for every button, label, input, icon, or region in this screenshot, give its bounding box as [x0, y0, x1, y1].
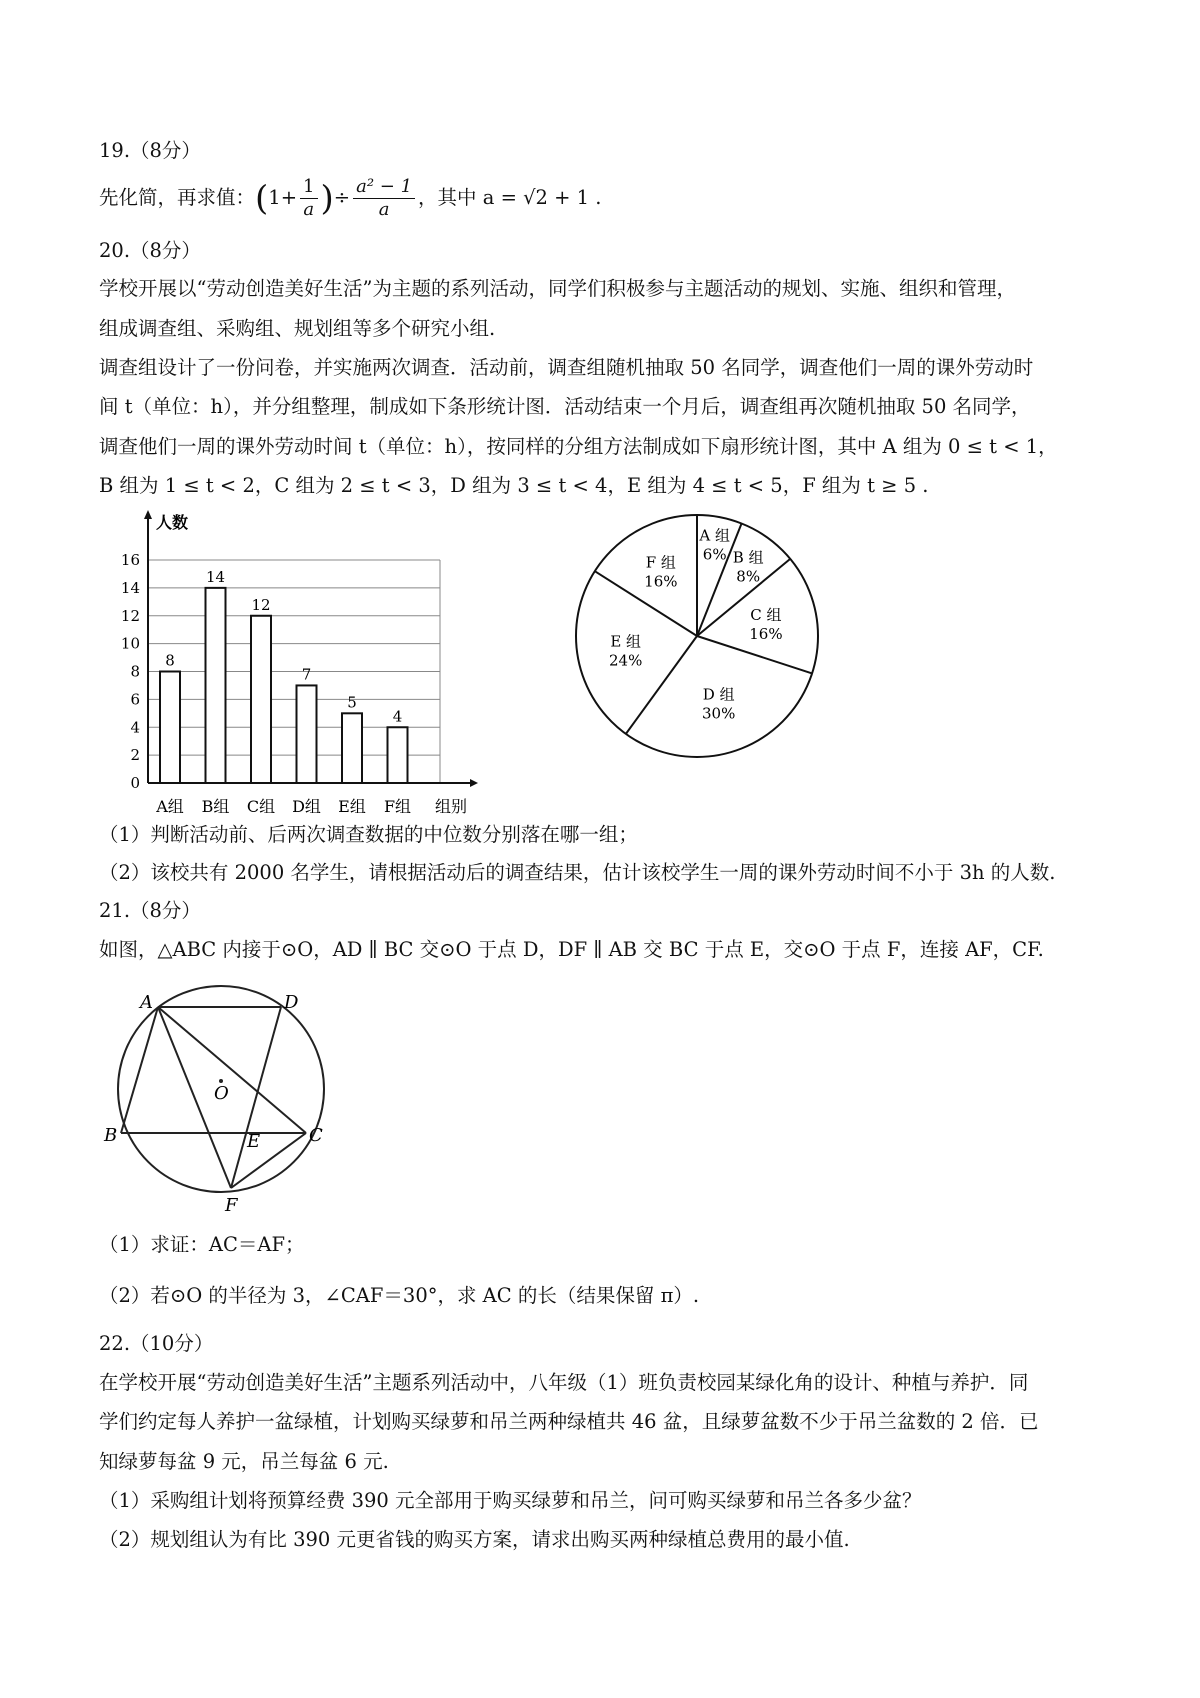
bar-value-label: 7	[301, 665, 312, 684]
pie-slice-percent: 30%	[702, 704, 736, 723]
q22-line-1: 在学校开展“劳动创造美好生活”主题系列活动中，八年级（1）班负责校园某绿化角的设计、种植与养护．同	[99, 1371, 1029, 1394]
q21-sub-2: （2）若⊙O 的半径为 3，∠CAF＝30°，求 AC 的长（结果保留 π）.	[99, 1284, 700, 1307]
pie-slice-label: E 组	[610, 632, 642, 651]
q20-line-1: 学校开展以“劳动创造美好生活”为主题的系列活动，同学们积极参与主题活动的规划、实施、组织和管理，	[99, 277, 1016, 300]
q22-line-3: 知绿萝每盆 9 元，吊兰每盆 6 元.	[99, 1450, 389, 1473]
y-tick-label: 14	[120, 578, 140, 597]
q19-one: 1	[268, 186, 281, 209]
pie-slice-percent: 16%	[749, 624, 783, 643]
bar-5	[388, 727, 408, 783]
q19-lead: 先化简，再求值：	[99, 186, 256, 209]
y-tick-label: 16	[120, 551, 140, 569]
q19-expression	[99, 170, 601, 226]
bar-value-label: 12	[251, 595, 271, 614]
bar-4	[342, 713, 362, 783]
q19-title: 19.（8分）	[99, 139, 201, 162]
x-axis-arrow	[470, 779, 478, 787]
q20-line-3: 调查组设计了一份问卷，并实施两次调查．活动前，调查组随机抽取 50 名同学，调查他们一周的课外劳动时	[99, 356, 1034, 379]
x-tick-label: F组	[383, 797, 412, 816]
q22-sub-1: （1）采购组计划将预算经费 390 元全部用于购买绿萝和吊兰，问可购买绿萝和吊兰各多少盆？	[99, 1489, 922, 1512]
label-b: B	[104, 1125, 118, 1146]
geometry-figure	[100, 975, 340, 1215]
fraction-2-numerator: a² − 1	[353, 176, 415, 199]
bar-value-label: 4	[392, 707, 403, 726]
pie-slice-label: A 组	[699, 526, 730, 545]
bar-value-label: 8	[165, 651, 175, 670]
label-d: D	[284, 992, 299, 1013]
pie-slice-percent: 24%	[609, 651, 643, 670]
x-tick-label: B组	[201, 797, 230, 816]
fraction-2	[353, 176, 415, 221]
label-a: A	[140, 992, 153, 1013]
fraction-1-over-a	[300, 176, 317, 221]
fraction-1-numerator: 1	[300, 176, 317, 199]
label-o: O	[214, 1083, 229, 1104]
q21-title: 21.（8分）	[99, 899, 201, 922]
y-axis-label: 人数	[156, 513, 189, 532]
y-tick-label: 4	[130, 718, 140, 737]
pie-slice-label: F 组	[645, 553, 676, 572]
q19-divide: ÷	[333, 186, 351, 209]
bar-value-label: 14	[205, 567, 226, 586]
segment-df	[231, 1007, 281, 1188]
q20-line-6: B 组为 1 ≤ t < 2，C 组为 2 ≤ t < 3，D 组为 3 ≤ t < 4，E 组为 4 ≤ t < 5，F 组为 t ≥ 5 .	[99, 474, 929, 497]
q20-line-4: 间 t（单位：h），并分组整理，制成如下条形统计图．活动结束一个月后，调查组再次随机抽取 50 名同学，	[99, 395, 1031, 418]
q19-plus: +	[280, 186, 298, 209]
label-c: C	[309, 1125, 323, 1146]
q22-line-2: 学们约定每人养护一盆绿植，计划购买绿萝和吊兰两种绿植共 46 盆，且绿萝盆数不少于吊兰盆数的 2 倍．已	[99, 1410, 1039, 1433]
pie-slice-percent: 16%	[644, 572, 678, 591]
y-tick-label: 8	[130, 662, 140, 681]
bar-value-label: 5	[347, 693, 357, 712]
q20-sub-2: （2）该校共有 2000 名学生，请根据活动后的调查结果，估计该校学生一周的课外劳动时间不小于 3h 的人数.	[99, 861, 1056, 884]
fraction-1-denominator: a	[303, 199, 315, 220]
label-e: E	[247, 1131, 261, 1152]
fraction-2-denominator: a	[378, 199, 390, 220]
pie-slice-label: D 组	[702, 685, 735, 704]
x-tick-label: E组	[338, 797, 366, 816]
y-tick-label: 6	[130, 690, 140, 709]
segment-ac	[158, 1007, 306, 1133]
q19-tail: ，其中 a = √2 + 1 .	[418, 186, 602, 209]
x-tick-label: D组	[292, 797, 321, 816]
bar-2	[251, 616, 271, 783]
q20-line-5: 调查他们一周的课外劳动时间 t（单位：h），按同样的分组方法制成如下扇形统计图，其中 A 组为 0 ≤ t < 1，	[99, 435, 1058, 458]
x-tick-label: A组	[156, 797, 184, 816]
q22-sub-2: （2）规划组认为有比 390 元更省钱的购买方案，请求出购买两种绿植总费用的最小值.	[99, 1528, 850, 1551]
pie-slice-percent: 6%	[702, 545, 727, 564]
y-axis-arrow	[144, 510, 152, 519]
label-f: F	[225, 1195, 238, 1215]
y-tick-label: 2	[130, 746, 140, 765]
bar-1	[206, 588, 226, 783]
y-tick-label: 10	[120, 634, 140, 653]
pie-slice-label: B 组	[732, 548, 764, 567]
bar-0	[160, 672, 180, 784]
q20-title: 20.（8分）	[99, 239, 201, 262]
pie-chart	[560, 500, 830, 770]
pie-slice-label: C 组	[750, 605, 782, 624]
y-tick-label: 12	[120, 606, 140, 625]
pie-slice-percent: 8%	[736, 567, 761, 586]
q21-line-1: 如图，△ABC 内接于⊙O，AD ∥ BC 交⊙O 于点 D，DF ∥ AB 交 BC 于点 E，交⊙O 于点 F，连接 AF，CF.	[99, 938, 1044, 961]
bar-chart	[110, 510, 480, 820]
q20-line-2: 组成调查组、采购组、规划组等多个研究小组.	[99, 317, 496, 340]
q21-sub-1: （1）求证：AC＝AF；	[99, 1233, 305, 1256]
left-paren: (	[255, 178, 269, 219]
q22-title: 22.（10分）	[99, 1332, 214, 1355]
x-axis-label: 组别	[435, 797, 468, 816]
right-paren: )	[320, 178, 334, 219]
q20-sub-1: （1）判断活动前、后两次调查数据的中位数分别落在哪一组；	[99, 823, 638, 846]
y-tick-label: 0	[130, 774, 140, 792]
x-tick-label: C组	[246, 797, 276, 816]
bar-3	[297, 685, 317, 783]
